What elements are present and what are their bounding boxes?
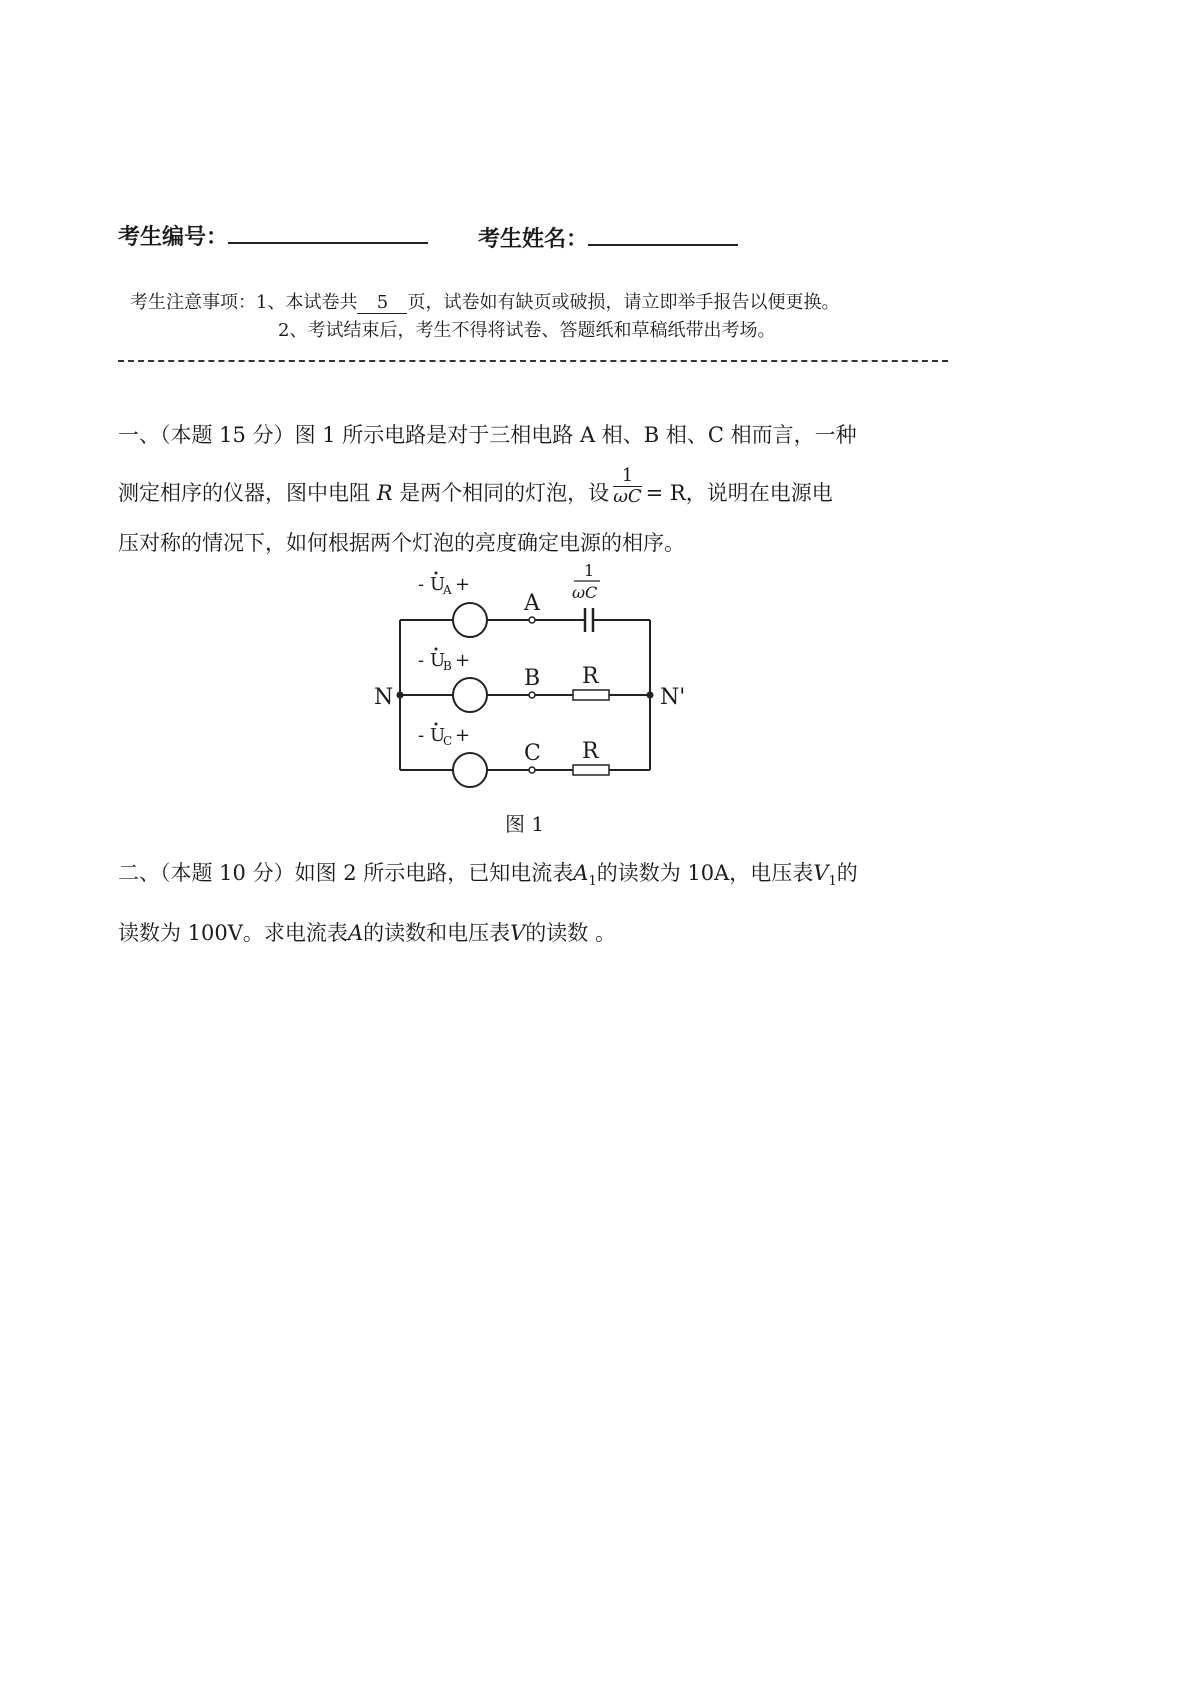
q2-v-symbol: V xyxy=(510,921,526,945)
uc-label: U xyxy=(430,725,446,746)
notice-line-1 xyxy=(130,288,839,314)
ub-phasor-dot xyxy=(435,648,438,651)
resistor-b-icon xyxy=(573,690,609,700)
resistor-c-icon xyxy=(573,765,609,775)
exam-id-field xyxy=(118,220,428,251)
q2-line2-b: 的读数和电压表 xyxy=(363,921,511,945)
q2-line-2 xyxy=(118,920,616,946)
ub-plus: + xyxy=(455,650,471,671)
q1-line2-eq: = R，说明在电源电 xyxy=(645,481,833,505)
q1-frac-num: 1 xyxy=(613,466,641,487)
q1-line-2 xyxy=(118,465,833,507)
name-blank[interactable] xyxy=(588,224,738,246)
junction-n-prime-icon xyxy=(647,692,654,699)
q2-a-symbol: A xyxy=(347,921,364,945)
uc-sub: C xyxy=(443,734,453,748)
ub-sub: B xyxy=(443,659,452,673)
name-label: 考生姓名： xyxy=(478,227,589,252)
figure-1-caption: 图 1 xyxy=(505,812,545,836)
q2-v1-sub: 1 xyxy=(828,874,837,890)
q1-line2-b: 是两个相同的灯泡，设 xyxy=(392,481,610,505)
uc-minus: - xyxy=(418,725,425,746)
source-uc-icon xyxy=(453,753,487,787)
terminal-a-icon xyxy=(529,617,535,623)
notice-item1-prefix: 1、本试卷共 xyxy=(256,292,358,313)
resistor-b-label: R xyxy=(582,664,599,689)
resistor-c-label: R xyxy=(582,739,599,764)
q2-line2-c: 的读数 。 xyxy=(525,921,616,945)
ua-label: U xyxy=(430,574,446,595)
uc-plus: + xyxy=(455,725,471,746)
ub-label: U xyxy=(430,650,446,671)
node-c-label: C xyxy=(524,741,541,766)
ua-minus: - xyxy=(418,574,425,595)
q1-line2-a: 测定相序的仪器，图中电阻 xyxy=(118,481,377,505)
ub-minus: - xyxy=(418,650,425,671)
cap-label-den: ωC xyxy=(572,583,598,602)
figure-1-circuit xyxy=(360,560,690,830)
q2-line-1 xyxy=(118,860,858,895)
ua-phasor-dot xyxy=(435,572,438,575)
ua-plus: + xyxy=(455,574,471,595)
terminal-b-icon xyxy=(529,692,535,698)
terminal-c-icon xyxy=(529,767,535,773)
dashed-divider xyxy=(118,360,948,362)
q1-fraction xyxy=(613,466,641,507)
q1-line-3: 压对称的情况下，如何根据两个灯泡的亮度确定电源的相序。 xyxy=(118,531,685,555)
q2-line1-b: 的读数为 10A，电压表 xyxy=(596,861,814,885)
q2-line2-a: 读数为 100V。求电流表 xyxy=(118,921,348,945)
q2-line1-a: 二、（本题 10 分）如图 2 所示电路，已知电流表 xyxy=(118,861,574,885)
q1-frac-den: ωC xyxy=(613,486,642,507)
exam-id-blank[interactable] xyxy=(228,222,428,244)
cap-label-num: 1 xyxy=(584,561,595,580)
node-n-label: N xyxy=(374,685,394,710)
exam-id-label: 考生编号： xyxy=(118,225,229,250)
q1-r-symbol: R xyxy=(376,481,393,505)
q2-a1-sub: 1 xyxy=(588,874,597,890)
node-a-label: A xyxy=(524,591,540,616)
q2-line1-c: 的 xyxy=(836,861,858,885)
ua-sub: A xyxy=(443,583,452,597)
node-b-label: B xyxy=(524,666,541,691)
notice-line-2: 2、考试结束后，考生不得将试卷、答题纸和草稿纸带出考场。 xyxy=(278,320,776,341)
q1-line-1: 一、（本题 15 分）图 1 所示电路是对于三相电路 A 相、B 相、C 相而言，一种 xyxy=(118,423,857,447)
page-count: 5 xyxy=(357,293,407,314)
uc-phasor-dot xyxy=(435,723,438,726)
name-field xyxy=(478,222,738,253)
node-n-prime-label: N' xyxy=(660,685,686,710)
junction-n-icon xyxy=(397,692,404,699)
source-ua-icon xyxy=(453,603,487,637)
notice-item1-suffix: 页，试卷如有缺页或破损，请立即举手报告以便更换。 xyxy=(407,292,840,313)
notice-label: 考生注意事项： xyxy=(130,292,256,313)
source-ub-icon xyxy=(453,678,487,712)
q2-v1-symbol: V xyxy=(813,861,829,885)
q2-a1-symbol: A xyxy=(573,861,589,885)
